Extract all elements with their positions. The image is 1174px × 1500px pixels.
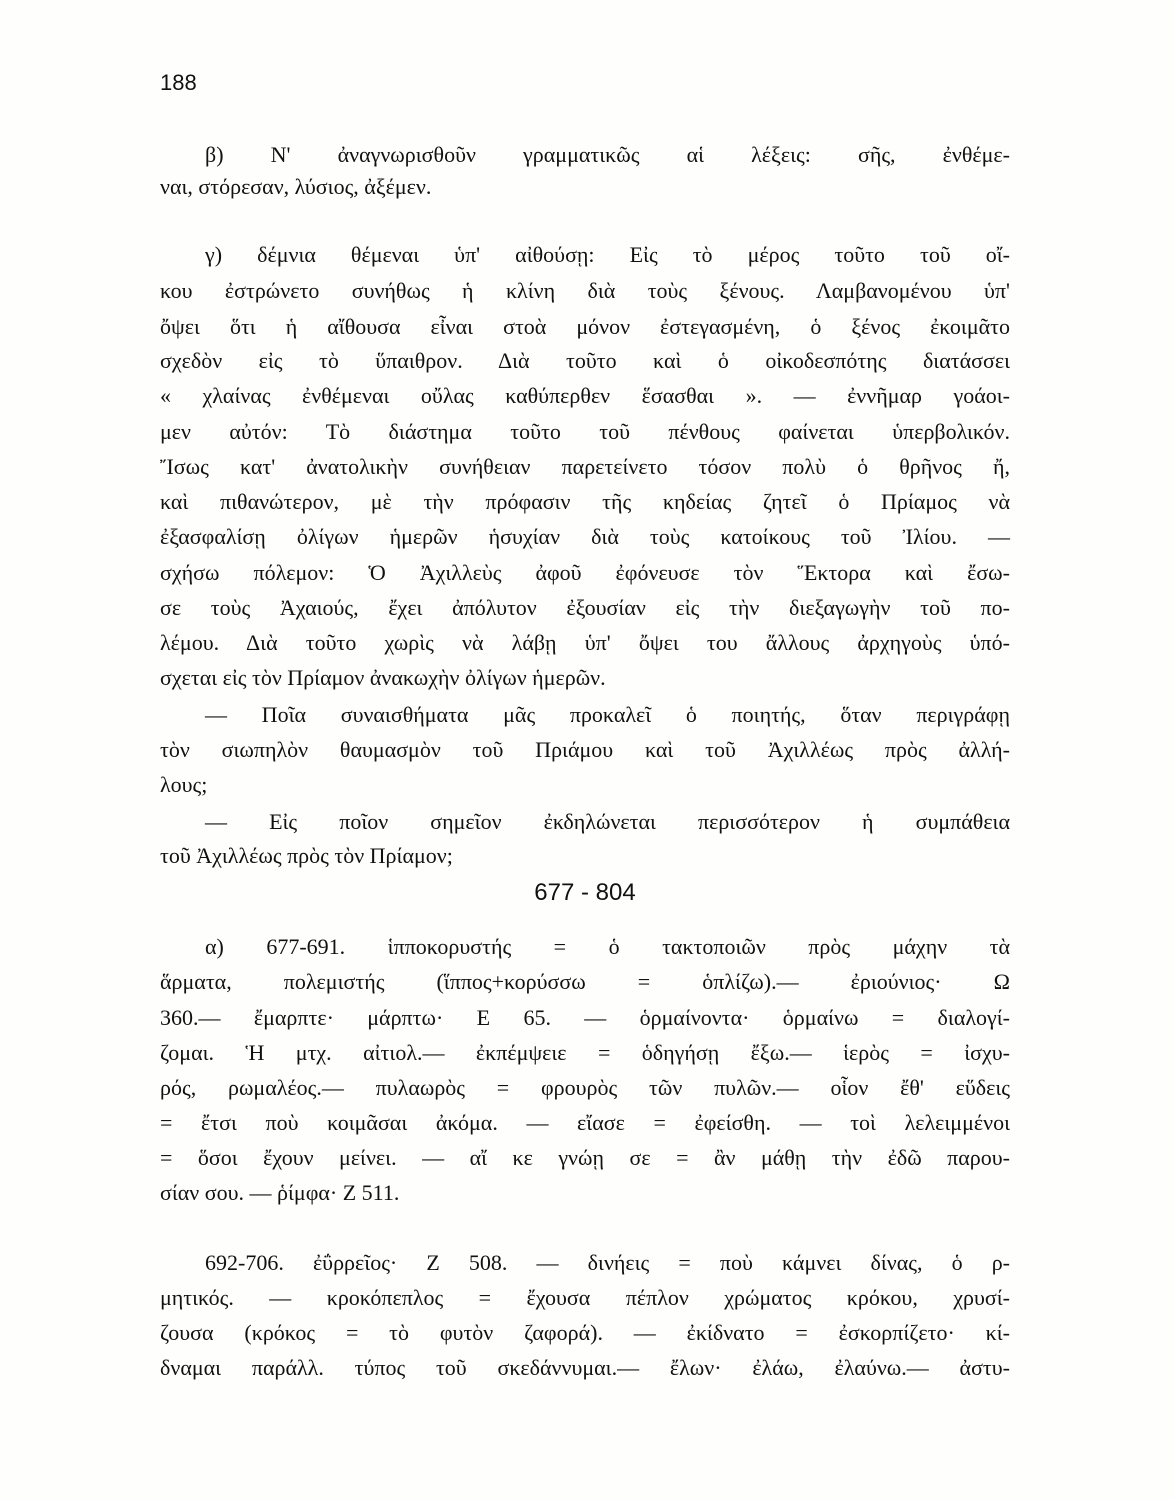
text-line: « χλαίνας ἐνθέμεναι οὔλας καθύπερθεν ἕσασθαι ». — ἐννῆμαρ γοάοι-: [160, 383, 1010, 408]
text-line: σε τοὺς Ἀχαιούς, ἔχει ἀπόλυτον ἐξουσίαν εἰς τὴν διεξαγωγὴν τοῦ πο-: [160, 595, 1010, 620]
text-line: ναι, στόρεσαν, λύσιος, ἀξέμεν.: [160, 174, 432, 199]
text-line: σχεδὸν εἰς τὸ ὕπαιθρον. Διὰ τοῦτο καὶ ὁ οἰκοδεσπότης διατάσσει: [160, 348, 1010, 373]
text-line: σίαν σου. — ῥίμφα· Ζ 511.: [160, 1180, 400, 1205]
text-line: γ) δέμνια θέμεναι ὑπ' αἰθούσῃ: Εἰς τὸ μέρος τοῦτο τοῦ οἴ-: [205, 242, 1010, 267]
text-line: ἐξασφαλίσῃ ὀλίγων ἡμερῶν ἡσυχίαν διὰ τοὺς κατοίκους τοῦ Ἰλίου. —: [160, 524, 1010, 549]
text-line: μεν αὐτόν: Τὸ διάστημα τοῦτο τοῦ πένθους φαίνεται ὑπερβολικόν.: [160, 419, 1010, 444]
text-line: 360.— ἔμαρπτε· μάρπτω· Ε 65. — ὁρμαίνοντα· ὁρμαίνω = διαλογί-: [160, 1005, 1010, 1030]
text-line: καὶ πιθανώτερον, μὲ τὴν πρόφασιν τῆς κηδείας ζητεῖ ὁ Πρίαμος νὰ: [160, 489, 1010, 514]
text-line: σχεται εἰς τὸν Πρίαμον ἀνακωχὴν ὀλίγων ἡμερῶν.: [160, 665, 606, 690]
text-line: ζομαι. Ἡ μτχ. αἰτιολ.— ἐκπέμψειε = ὁδηγήσῃ ἔξω.— ἱερὸς = ἰσχυ-: [160, 1040, 1010, 1065]
text-line: λέμου. Διὰ τοῦτο χωρὶς νὰ λάβῃ ὑπ' ὄψει του ἄλλους ἀρχηγοὺς ὑπό-: [160, 630, 1010, 655]
page-number: 188: [160, 70, 197, 95]
text-line: = ὅσοι ἔχουν μείνει. — αἴ κε γνώῃ σε = ἂν μάθῃ τὴν ἐδῶ παρου-: [160, 1145, 1010, 1170]
text-line: μητικός. — κροκόπεπλος = ἔχουσα πέπλον χρώματος κρόκου, χρυσί-: [160, 1285, 1010, 1310]
text-line: Ἴσως κατ' ἀνατολικὴν συνήθειαν παρετείνετο τόσον πολὺ ὁ θρῆνος ἤ,: [160, 454, 1010, 479]
section-heading: 677 - 804: [534, 879, 636, 906]
text-line: ἅρματα, πολεμιστής (ἵππος+κορύσσω = ὁπλίζω).— ἐριούνιος· Ω: [160, 969, 1010, 994]
text-line: τοῦ Ἀχιλλέως πρὸς τὸν Πρίαμον;: [160, 843, 453, 868]
text-line: α) 677-691. ἱπποκορυστής = ὁ τακτοποιῶν πρὸς μάχην τὰ: [205, 934, 1010, 959]
text-line: τὸν σιωπηλὸν θαυμασμὸν τοῦ Πριάμου καὶ τοῦ Ἀχιλλέως πρὸς ἀλλή-: [160, 737, 1010, 762]
text-line: λους;: [160, 772, 208, 797]
text-line: — Ποῖα συναισθήματα μᾶς προκαλεῖ ὁ ποιητής, ὅταν περιγράφῃ: [205, 702, 1010, 727]
text-line: — Εἰς ποῖον σημεῖον ἐκδηλώνεται περισσότερον ἡ συμπάθεια: [205, 809, 1010, 834]
text-line: κου ἐστρώνετο συνήθως ἡ κλίνη διὰ τοὺς ξένους. Λαμβανομένου ὑπ': [160, 278, 1010, 303]
text-line: δναμαι παράλλ. τύπος τοῦ σκεδάννυμαι.— ἔλων· ἐλάω, ἐλαύνω.— ἀστυ-: [160, 1355, 1010, 1380]
text-line: σχήσω πόλεμον: Ὁ Ἀχιλλεὺς ἀφοῦ ἐφόνευσε τὸν Ἕκτορα καὶ ἔσω-: [160, 560, 1010, 585]
text-line: ὄψει ὅτι ἡ αἴθουσα εἶναι στοὰ μόνον ἐστεγασμένη, ὁ ξένος ἐκοιμᾶτο: [160, 314, 1010, 339]
text-line: ρός, ρωμαλέος.— πυλαωρὸς = φρουρὸς τῶν πυλῶν.— οἷον ἔθ' εὕδεις: [160, 1075, 1010, 1100]
text-line: = ἔτσι ποὺ κοιμᾶσαι ἀκόμα. — εἴασε = ἐφείσθη. — τοὶ λελειμμένοι: [160, 1110, 1010, 1135]
text-line: β) Ν' ἀναγνωρισθοῦν γραμματικῶς αἱ λέξεις: σῆς, ἐνθέμε-: [205, 142, 1010, 167]
text-line: ζουσα (κρόκος = τὸ φυτὸν ζαφορά). — ἐκίδνατο = ἐσκορπίζετο· κί-: [160, 1320, 1010, 1345]
text-line: 692-706. ἐΰρρεῖος· Ζ 508. — δινήεις = ποὺ κάμνει δίνας, ὁ ρ-: [205, 1250, 1010, 1275]
